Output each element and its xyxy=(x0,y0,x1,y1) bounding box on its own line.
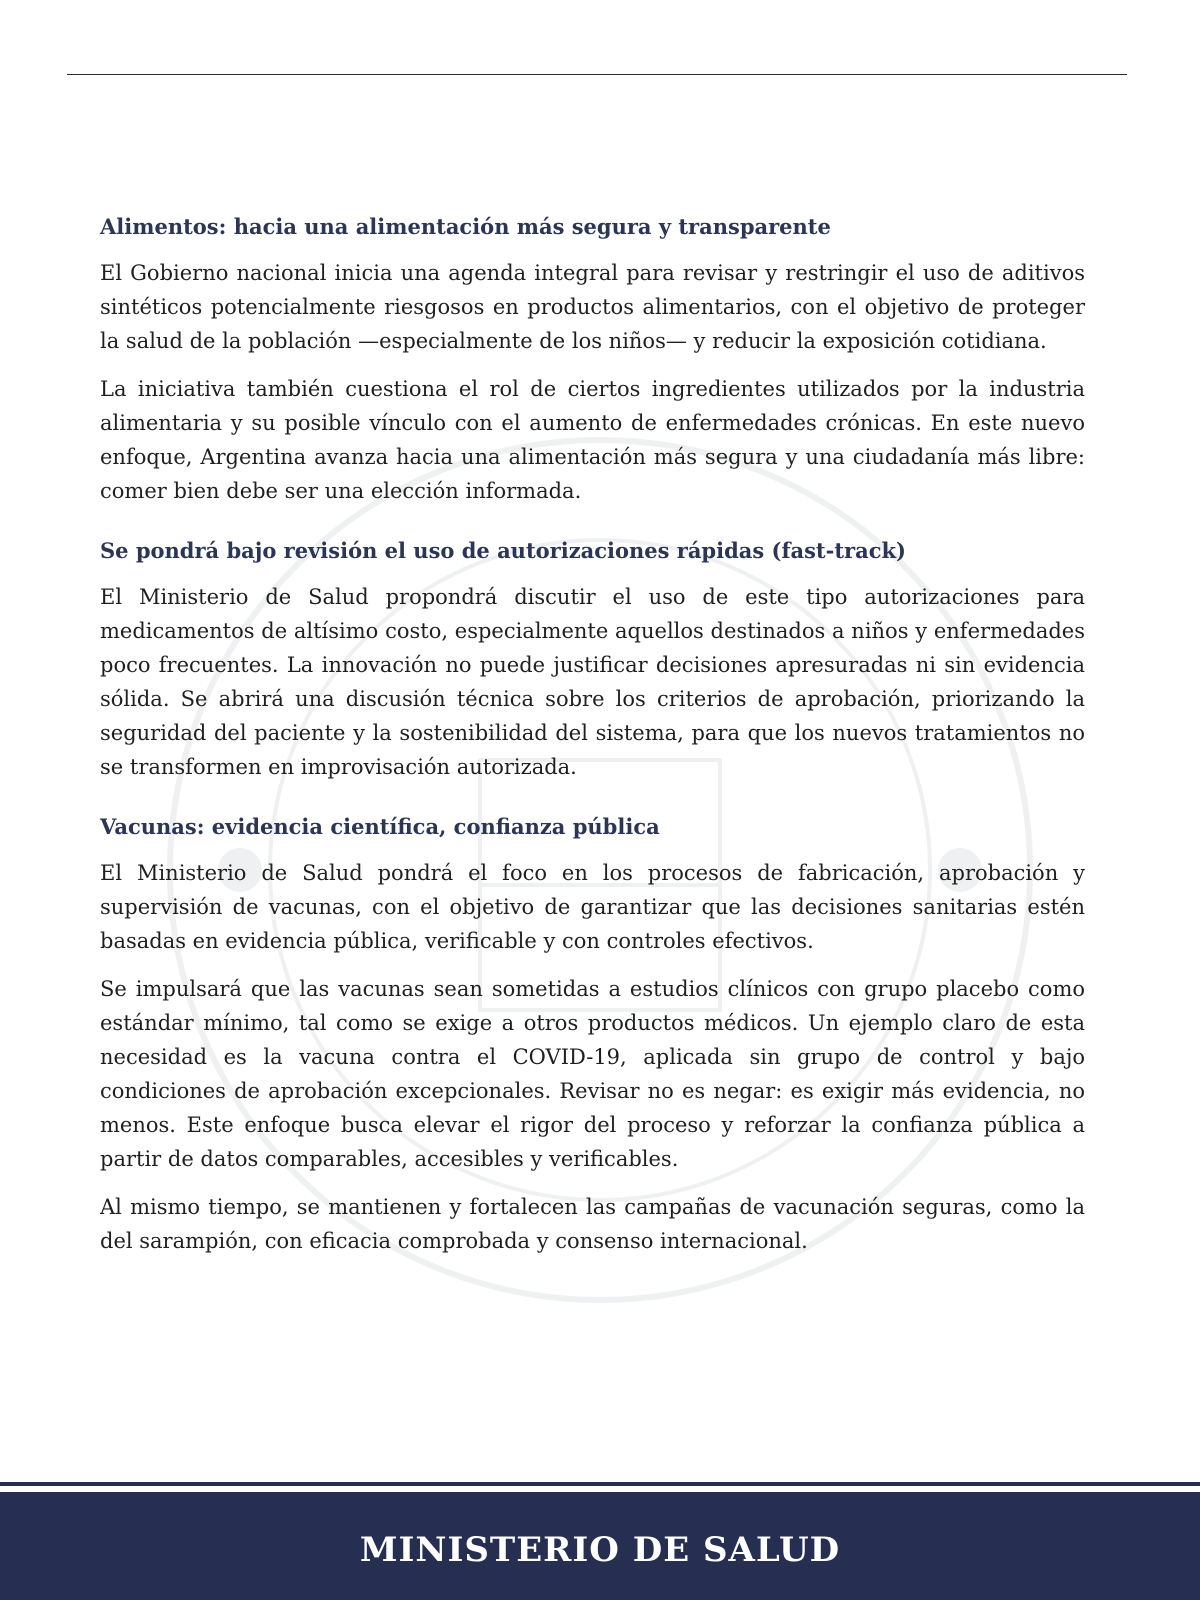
document-body xyxy=(100,212,1085,1286)
paragraph: El Ministerio de Salud pondrá el foco en los procesos de fabricación, aprobación y supervisión de vacunas, con el objetivo de garantizar que las decisiones sanitarias estén basadas en evidencia pública, verificable y con controles efectivos. xyxy=(100,861,1085,953)
section-vacunas xyxy=(100,812,1085,1258)
paragraph: Al mismo tiempo, se mantienen y fortalecen las campañas de vacunación seguras, como la del sarampión, con eficacia comprobada y consenso internacional. xyxy=(100,1195,1085,1253)
footer-divider xyxy=(0,1482,1200,1486)
section-heading: Se pondrá bajo revisión el uso de autorizaciones rápidas (fast-track) xyxy=(100,538,906,563)
paragraph: Se impulsará que las vacunas sean sometidas a estudios clínicos con grupo placebo como estándar mínimo, tal como se exige a otros productos médicos. Un ejemplo claro de esta necesidad es la vacuna contra el COVID-19, aplicada sin grupo de control y bajo condiciones de aprobación excepcionales. Revisar no es negar: es exigir más evidencia, no menos. Este enfoque busca elevar el rigor del proceso y reforzar la confianza pública a partir de datos comparables, accesibles y verificables. xyxy=(100,977,1085,1171)
section-fast-track xyxy=(100,536,1085,784)
header-divider xyxy=(67,74,1127,75)
footer-title: MINISTERIO DE SALUD xyxy=(359,1530,841,1570)
footer-banner xyxy=(0,1492,1200,1600)
section-heading: Alimentos: hacia una alimentación más segura y transparente xyxy=(100,214,831,239)
paragraph: La iniciativa también cuestiona el rol de ciertos ingredientes utilizados por la industria alimentaria y su posible vínculo con el aumento de enfermedades crónicas. En este nuevo enfoque, Argentina avanza hacia una alimentación más segura y una ciudadanía más libre: comer bien debe ser una elección informada. xyxy=(100,377,1085,503)
paragraph: El Gobierno nacional inicia una agenda integral para revisar y restringir el uso de aditivos sintéticos potencialmente riesgosos en productos alimentarios, con el objetivo de proteger la salud de la población —especialmente de los niños— y reducir la exposición cotidiana. xyxy=(100,261,1085,353)
section-alimentos xyxy=(100,212,1085,508)
section-heading: Vacunas: evidencia científica, confianza pública xyxy=(100,814,660,839)
paragraph: El Ministerio de Salud propondrá discutir el uso de este tipo autorizaciones para medicamentos de altísimo costo, especialmente aquellos destinados a niños y enfermedades poco frecuentes. La innovación no puede justificar decisiones apresuradas ni sin evidencia sólida. Se abrirá una discusión técnica sobre los criterios de aprobación, priorizando la seguridad del paciente y la sostenibilidad del sistema, para que los nuevos tratamientos no se transformen en improvisación autorizada. xyxy=(100,585,1085,779)
